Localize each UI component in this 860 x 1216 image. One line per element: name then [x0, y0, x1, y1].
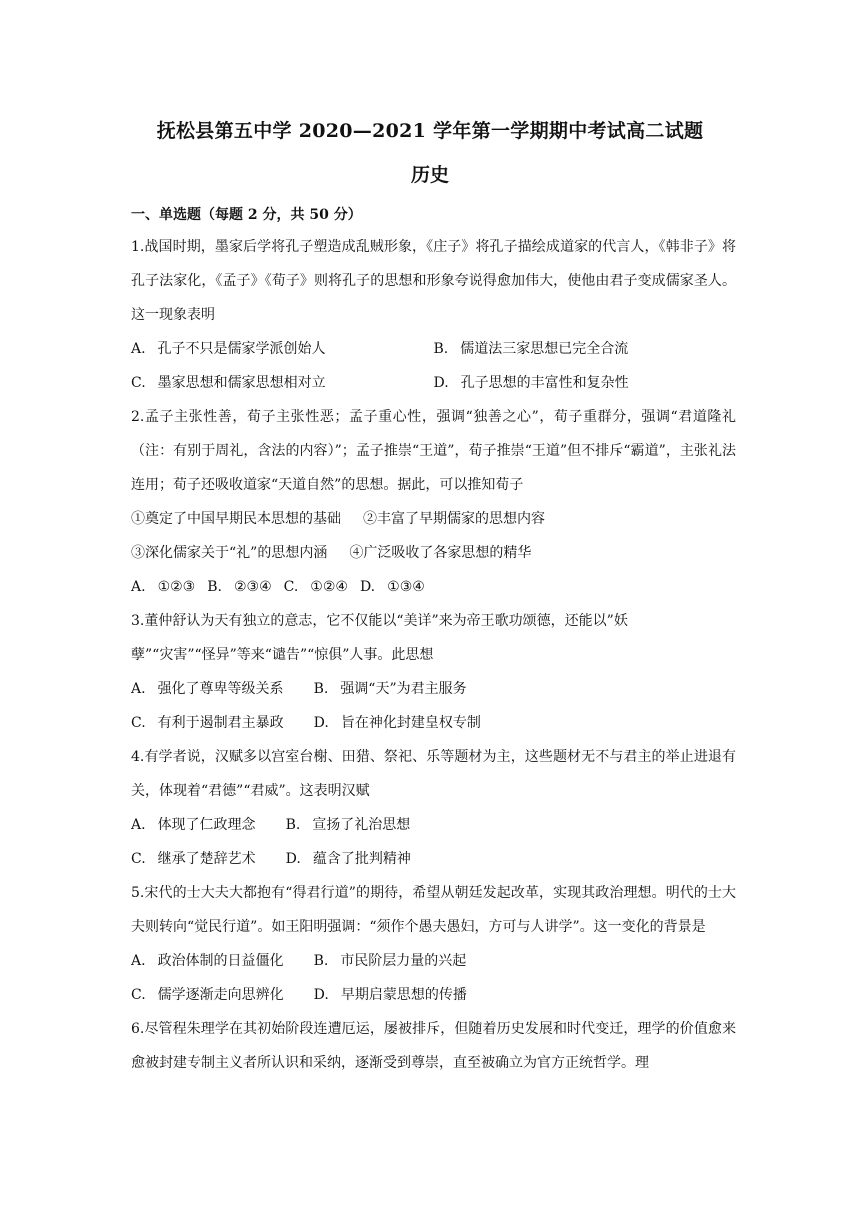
question-2-stem: 2.孟子主张性善，荀子主张性恶；孟子重心性，强调“独善之心”，荀子重群分，强调“君道隆礼（注：有别于周礼，含法的内容）”；孟子推崇“王道”，荀子推崇“王道”但不排斥“霸道”，主张礼法连用；荀子还吸收道家“天道自然”的思想。据此，可以推知荀子: [131, 409, 736, 493]
question-3-stem-line-2: 孽”“灾害”“怪异”等来“谴告”“惊俱”人事。此思想: [131, 647, 434, 663]
section-heading: 一、单选题（每题 2 分，共 50 分）: [131, 207, 362, 223]
subject-title: 历史: [410, 164, 449, 186]
question-5-options-row-2: [131, 978, 736, 1012]
question-3-options-row-1: [131, 672, 736, 706]
option-a[interactable]: A. 体现了仁政理念: [131, 817, 256, 833]
option-b[interactable]: B. ②③④: [207, 579, 272, 595]
question-4-stem: 4.有学者说，汉赋多以宫室台榭、田猎、祭祀、乐等题材为主，这些题材无不与君主的举止进退有关，体现着“君德”“君威”。这表明汉赋: [131, 749, 736, 799]
question-2-item-2: ②丰富了早期儒家的思想内容: [363, 511, 545, 527]
option-d[interactable]: D. 蕴含了批判精神: [285, 851, 411, 867]
option-b[interactable]: B. 宣扬了礼治思想: [285, 817, 411, 833]
option-c[interactable]: C. 墨家思想和儒家思想相对立: [131, 375, 326, 391]
option-c[interactable]: C. 有利于遏制君主暴政: [131, 715, 284, 731]
option-b[interactable]: B. 儒道法三家思想已完全合流: [433, 341, 629, 357]
option-b[interactable]: B. 强调“天”为君主服务: [313, 681, 467, 697]
option-a[interactable]: A. 强化了尊卑等级关系: [131, 681, 284, 697]
question-5-options-row-1: [131, 944, 736, 978]
option-d[interactable]: D. 孔子思想的丰富性和复杂性: [433, 375, 629, 391]
option-a[interactable]: A. 孔子不只是儒家学派创始人: [131, 341, 326, 357]
question-2-item-3: ③深化儒家关于“礼”的思想内涵: [131, 545, 328, 561]
option-d[interactable]: D. 旨在神化封建皇权专制: [313, 715, 481, 731]
question-2-item-4: ④广泛吸收了各家思想的精华: [349, 545, 532, 561]
option-a[interactable]: A. 政治体制的日益僵化: [131, 953, 284, 969]
question-2-items-row-1: [131, 502, 736, 536]
option-a[interactable]: A. ①②③: [131, 579, 196, 595]
question-3-stem-line-1: 3.董仲舒认为天有独立的意志，它不仅能以“美详”来为帝王歌功颂德，还能以”妖: [131, 613, 628, 629]
questions: [131, 230, 736, 1080]
question-6-stem: 6.尽管程朱理学在其初始阶段连遭厄运，屡被排斥，但随着历史发展和时代变迁，理学的价值愈来愈被封建专制主义者所认识和采纳，逐渐受到尊崇，直至被确立为官方正统哲学。理: [131, 1021, 736, 1071]
question-2-options: [131, 570, 736, 604]
question-1-stem: 1.战国时期，墨家后学将孔子塑造成乱贼形象，《庄子》将孔子描绘成道家的代言人，《韩非子》将孔子法家化，《孟子》《荀子》则将孔子的思想和形象夸说得愈加伟大，使他由君子变成儒家圣人。这一现象表明: [131, 239, 736, 323]
question-4-options-row-1: [131, 808, 736, 842]
question-1-options-row-2: [131, 366, 736, 400]
exam-title: 抚松县第五中学 2020—2021 学年第一学期期中考试高二试题: [156, 120, 704, 142]
option-c[interactable]: C. 继承了楚辞艺术: [131, 851, 256, 867]
question-5-stem: 5.宋代的士大夫大都抱有“得君行道”的期待，希望从朝廷发起改革，实现其政治理想。明代的士大夫则转向“觉民行道”。如王阳明强调：“须作个愚夫愚妇，方可与人讲学”。这一变化的背景是: [131, 885, 736, 935]
option-c[interactable]: C. 儒学逐渐走向思辨化: [131, 987, 284, 1003]
option-d[interactable]: D. 早期启蒙思想的传播: [313, 987, 467, 1003]
question-4-options-row-2: [131, 842, 736, 876]
question-1-options-row-1: [131, 332, 736, 366]
question-2-item-1: ①奠定了中国早期民本思想的基础: [131, 511, 341, 527]
option-b[interactable]: B. 市民阶层力量的兴起: [313, 953, 467, 969]
question-2-items-row-2: [131, 536, 736, 570]
question-3-options-row-2: [131, 706, 736, 740]
option-d[interactable]: D. ①③④: [359, 579, 425, 595]
option-c[interactable]: C. ①②④: [283, 579, 348, 595]
